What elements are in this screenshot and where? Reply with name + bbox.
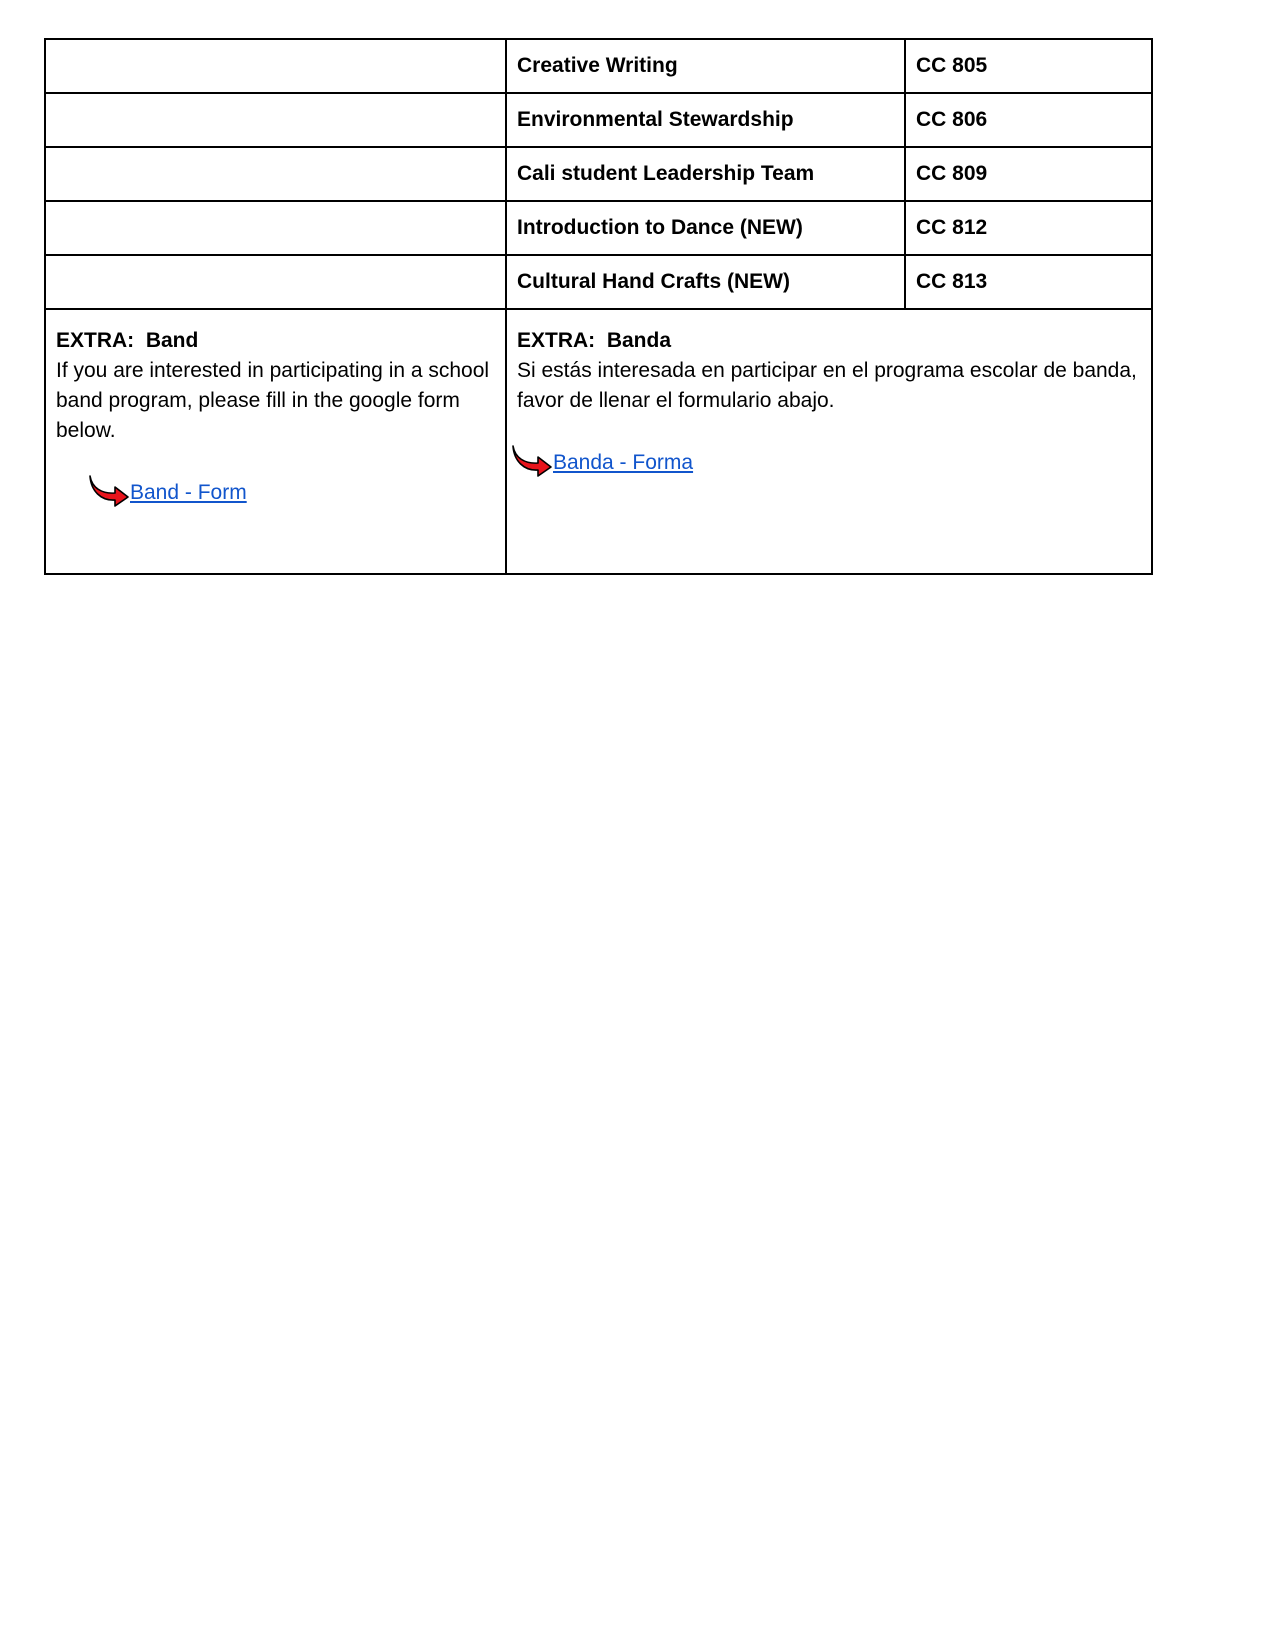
extra-banda-title: EXTRA: Banda [517,329,672,352]
empty-cell [45,39,506,93]
empty-cell [45,147,506,201]
course-code: CC 812 [905,201,1152,255]
course-name: Creative Writing [506,39,905,93]
empty-cell [45,255,506,309]
course-name: Environmental Stewardship [506,93,905,147]
table-row [45,255,1152,309]
table-row [45,147,1152,201]
course-name: Cali student Leadership Team [506,147,905,201]
extra-band-description: If you are interested in participating in a school band program, please fill in the google form below. [56,359,490,442]
table-row [45,93,1152,147]
course-code: CC 809 [905,147,1152,201]
electives-table [44,38,1153,575]
course-name: Cultural Hand Crafts (NEW) [506,255,905,309]
band-form-link-line [88,474,495,508]
banda-form-link-line [511,444,1141,478]
curved-arrow-icon [511,444,553,478]
empty-cell [45,93,506,147]
course-name: Introduction to Dance (NEW) [506,201,905,255]
extra-band-title: EXTRA: Band [56,329,199,352]
table-row [45,39,1152,93]
course-code: CC 806 [905,93,1152,147]
course-code: CC 805 [905,39,1152,93]
curved-arrow-icon [88,474,130,508]
band-form-link[interactable]: Band - Form [130,481,247,504]
banda-form-link[interactable]: Banda - Forma [553,451,694,474]
course-code: CC 813 [905,255,1152,309]
extra-band-english-cell [45,309,506,574]
extra-banda-description: Si estás interesada en participar en el programa escolar de banda, favor de llenar el formulario abajo. [517,359,1137,412]
extra-band-row [45,309,1152,574]
extra-band-spanish-cell [506,309,1152,574]
table-row [45,201,1152,255]
empty-cell [45,201,506,255]
